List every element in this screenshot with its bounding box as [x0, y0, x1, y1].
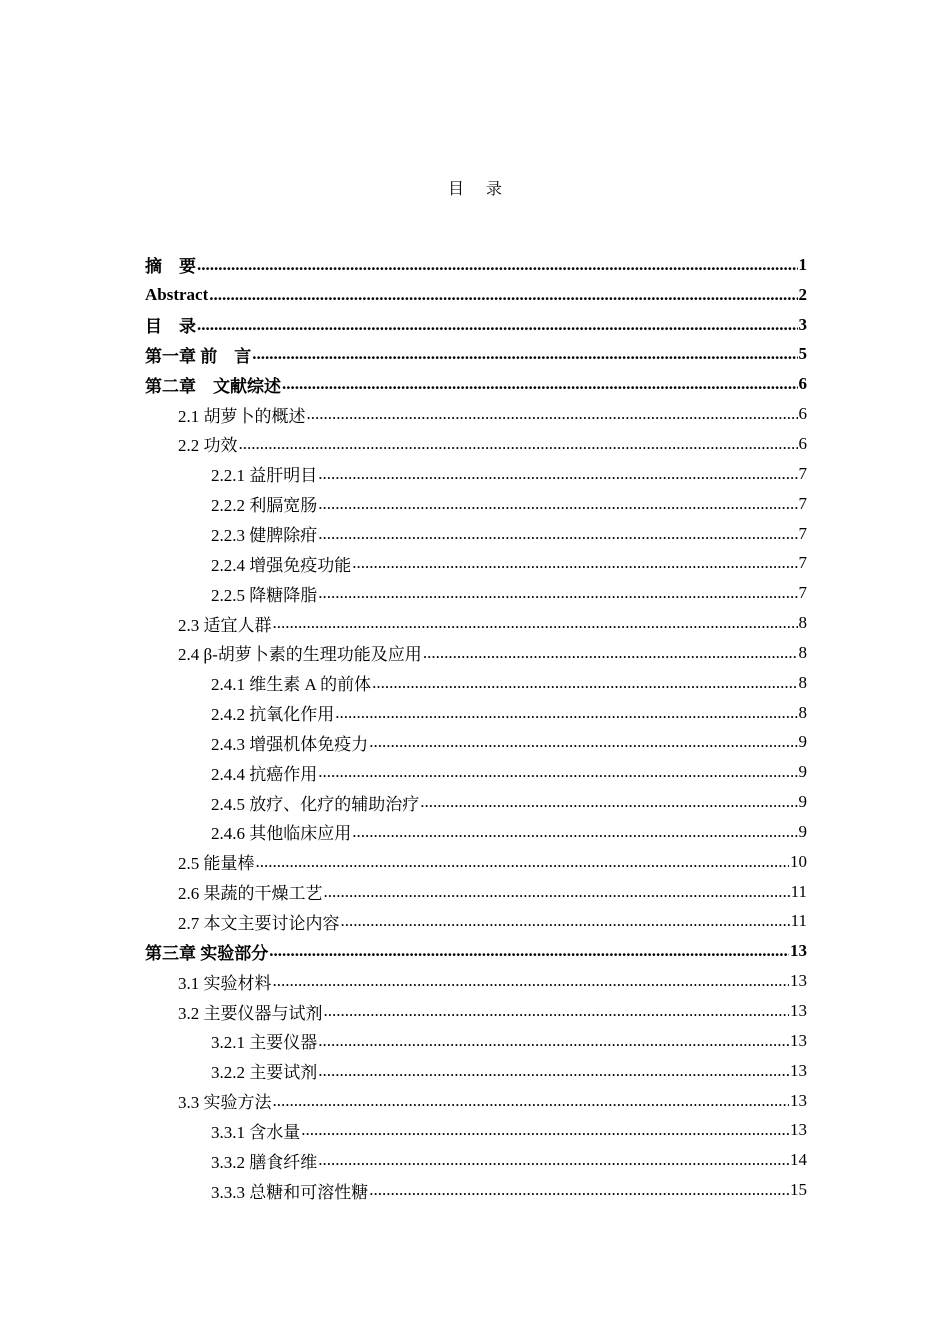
- toc-entry[interactable]: [145, 698, 807, 728]
- toc-entry-label: Abstract: [145, 284, 209, 304]
- toc-dot-leader: [273, 613, 798, 633]
- toc-entry-page-number: 6: [798, 374, 807, 394]
- toc-dot-leader: [252, 344, 797, 364]
- toc-entry-label: 2.4.5 放疗、化疗的辅助治疗: [211, 794, 420, 814]
- toc-dot-leader: [352, 822, 797, 842]
- toc-entry-page-number: 9: [798, 732, 807, 752]
- toc-dot-leader: [318, 1031, 789, 1051]
- toc-entry-label: 3.3.2 膳食纤维: [211, 1152, 318, 1172]
- toc-entry[interactable]: [145, 1026, 807, 1056]
- toc-dot-leader: [239, 434, 798, 454]
- toc-entry[interactable]: [145, 877, 807, 907]
- toc-dot-leader: [273, 1091, 790, 1111]
- toc-dot-leader: [301, 1120, 789, 1140]
- toc-dot-leader: [209, 285, 797, 305]
- toc-entry-label: 3.3.1 含水量: [211, 1122, 301, 1142]
- toc-dot-leader: [273, 971, 790, 991]
- toc-entry-label: 3.2.1 主要仪器: [211, 1033, 318, 1053]
- toc-dot-leader: [318, 1061, 789, 1081]
- toc-entry[interactable]: [145, 280, 807, 310]
- toc-dot-leader: [369, 1180, 789, 1200]
- toc-entry[interactable]: [145, 787, 807, 817]
- toc-dot-leader: [197, 315, 798, 335]
- toc-entry-label: 2.2.2 利膈宽肠: [211, 496, 318, 516]
- toc-entry-label: 2.4 β-胡萝卜素的生理功能及应用: [178, 645, 422, 665]
- title-char-2: 录: [486, 181, 503, 198]
- toc-entry[interactable]: [145, 1086, 807, 1116]
- table-of-contents: [145, 250, 807, 1205]
- toc-entry-page-number: 8: [798, 613, 807, 633]
- toc-entry-page-number: 11: [790, 881, 807, 901]
- toc-entry-page-number: 7: [798, 493, 807, 513]
- toc-entry[interactable]: [145, 250, 807, 280]
- toc-entry-label: 2.5 能量棒: [178, 854, 255, 874]
- toc-entry-label: 3.3 实验方法: [178, 1093, 272, 1113]
- toc-entry[interactable]: [145, 1115, 807, 1145]
- toc-entry-page-number: 6: [798, 404, 807, 424]
- toc-entry-page-number: 9: [798, 792, 807, 812]
- toc-entry-label: 2.3 适宜人群: [178, 615, 272, 635]
- toc-dot-leader: [307, 404, 798, 424]
- toc-entry-label: 2.2 功效: [178, 436, 238, 456]
- toc-entry[interactable]: [145, 907, 807, 937]
- toc-dot-leader: [318, 583, 797, 603]
- toc-entry-label: 2.7 本文主要讨论内容: [178, 913, 340, 933]
- toc-entry-page-number: 9: [798, 762, 807, 782]
- toc-entry-page-number: 8: [798, 702, 807, 722]
- toc-entry-label: 第一章 前 言: [145, 346, 252, 366]
- toc-dot-leader: [318, 464, 797, 484]
- toc-entry[interactable]: [145, 578, 807, 608]
- toc-entry[interactable]: [145, 369, 807, 399]
- toc-entry-page-number: 5: [798, 344, 807, 364]
- toc-entry-page-number: 7: [798, 583, 807, 603]
- toc-entry-label: 2.1 胡萝卜的概述: [178, 406, 306, 426]
- toc-entry-page-number: 13: [790, 1120, 807, 1140]
- toc-entry[interactable]: [145, 1175, 807, 1205]
- toc-entry-page-number: 9: [798, 821, 807, 841]
- toc-dot-leader: [256, 852, 790, 872]
- toc-dot-leader: [372, 673, 797, 693]
- toc-entry-page-number: 13: [790, 1001, 807, 1021]
- page-title: [0, 176, 950, 199]
- toc-entry[interactable]: [145, 847, 807, 877]
- toc-entry[interactable]: [145, 668, 807, 698]
- toc-dot-leader: [318, 494, 797, 514]
- toc-entry[interactable]: [145, 429, 807, 459]
- toc-entry-page-number: 10: [790, 851, 807, 871]
- toc-entry[interactable]: [145, 1145, 807, 1175]
- toc-entry-page-number: 6: [798, 433, 807, 453]
- toc-entry-label: 2.2.3 健脾除疳: [211, 526, 318, 546]
- toc-entry-label: 2.2.4 增强免疫功能: [211, 555, 352, 575]
- toc-entry-label: 2.4.1 维生素 A 的前体: [211, 675, 372, 695]
- toc-entry-label: 2.4.4 抗癌作用: [211, 764, 318, 784]
- toc-entry-page-number: 15: [790, 1180, 807, 1200]
- toc-dot-leader: [282, 374, 798, 394]
- toc-entry-page-number: 11: [790, 911, 807, 931]
- toc-entry-page-number: 13: [790, 1090, 807, 1110]
- toc-entry-label: 第二章 文献综述: [145, 376, 281, 396]
- toc-entry-page-number: 2: [798, 284, 807, 304]
- toc-entry-label: 2.6 果蔬的干燥工艺: [178, 884, 323, 904]
- toc-dot-leader: [423, 643, 798, 663]
- toc-entry-page-number: 13: [790, 971, 807, 991]
- toc-entry[interactable]: [145, 817, 807, 847]
- toc-dot-leader: [369, 732, 797, 752]
- toc-dot-leader: [324, 882, 790, 902]
- toc-entry[interactable]: [145, 757, 807, 787]
- toc-entry-page-number: 13: [790, 941, 807, 961]
- toc-dot-leader: [318, 762, 797, 782]
- toc-entry-page-number: 8: [798, 642, 807, 662]
- toc-entry[interactable]: [145, 489, 807, 519]
- toc-dot-leader: [269, 941, 789, 961]
- toc-entry-page-number: 7: [798, 553, 807, 573]
- toc-entry-label: 3.2 主要仪器与试剂: [178, 1003, 323, 1023]
- toc-dot-leader: [197, 255, 798, 275]
- toc-entry-page-number: 14: [790, 1150, 807, 1170]
- toc-entry[interactable]: [145, 1056, 807, 1086]
- toc-entry[interactable]: [145, 340, 807, 370]
- toc-entry[interactable]: [145, 996, 807, 1026]
- toc-dot-leader: [341, 911, 790, 931]
- toc-dot-leader: [352, 553, 797, 573]
- toc-entry-label: 2.2.1 益肝明目: [211, 466, 318, 486]
- toc-entry-label: 3.2.2 主要试剂: [211, 1063, 318, 1083]
- toc-entry-label: 摘 要: [145, 257, 196, 277]
- toc-entry-page-number: 7: [798, 523, 807, 543]
- toc-entry[interactable]: [145, 310, 807, 340]
- toc-entry-label: 目 录: [145, 317, 196, 337]
- toc-entry-label: 第三章 实验部分: [145, 943, 269, 963]
- toc-entry[interactable]: [145, 728, 807, 758]
- toc-entry[interactable]: [145, 608, 807, 638]
- toc-dot-leader: [324, 1001, 790, 1021]
- toc-entry-label: 3.1 实验材料: [178, 973, 272, 993]
- toc-entry-label: 2.4.2 抗氧化作用: [211, 705, 335, 725]
- toc-entry[interactable]: [145, 966, 807, 996]
- toc-dot-leader: [318, 524, 797, 544]
- toc-entry[interactable]: [145, 519, 807, 549]
- toc-entry-label: 2.2.5 降糖降脂: [211, 585, 318, 605]
- toc-entry-page-number: 13: [790, 1030, 807, 1050]
- toc-entry[interactable]: [145, 638, 807, 668]
- toc-entry[interactable]: [145, 548, 807, 578]
- toc-entry-label: 3.3.3 总糖和可溶性糖: [211, 1182, 369, 1202]
- toc-dot-leader: [420, 792, 797, 812]
- toc-dot-leader: [335, 703, 797, 723]
- toc-entry-page-number: 7: [798, 463, 807, 483]
- toc-entry[interactable]: [145, 459, 807, 489]
- toc-entry[interactable]: [145, 936, 807, 966]
- toc-entry-label: 2.4.6 其他临床应用: [211, 824, 352, 844]
- toc-entry-page-number: 3: [798, 314, 807, 334]
- title-char-1: 目: [447, 181, 464, 198]
- toc-entry-label: 2.4.3 增强机体免疫力: [211, 734, 369, 754]
- toc-dot-leader: [318, 1150, 789, 1170]
- toc-entry[interactable]: [145, 399, 807, 429]
- toc-entry-page-number: 1: [798, 254, 807, 274]
- toc-entry-page-number: 13: [790, 1060, 807, 1080]
- toc-entry-page-number: 8: [798, 672, 807, 692]
